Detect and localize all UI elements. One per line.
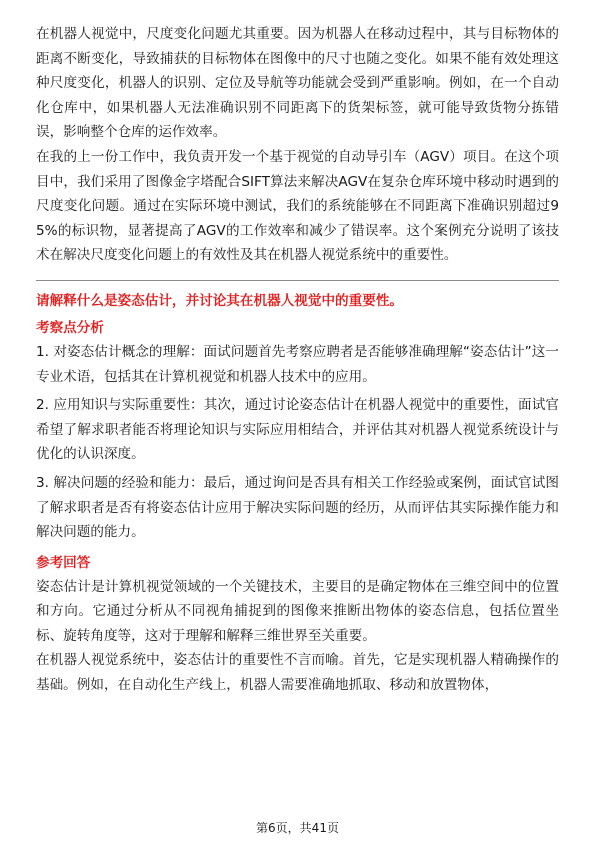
intro-paragraph-2: 在我的上一份工作中，我负责开发一个基于视觉的自动导引车（AGV）项目。在这个项目中，我们采用了图像金字塔配合SIFT算法来解决AGV在复杂仓库环境中移动时遇到的尺度变化问题。通过在实际环境中测试，我们的系统能够在不同距离下准确识别超过95%的标识物，显著提高了AGV的工作效率和减少了错误率。这个案例充分说明了该技术在解决尺度变化问题上的有效性及其在机器人视觉系统中的重要性。 (36, 148, 559, 264)
answer-paragraph-2: 在机器人视觉系统中，姿态估计的重要性不言而喻。首先，它是实现机器人精确操作的基础。例如，在自动化生产线上，机器人需要准确地抓取、移动和放置物体， (36, 652, 559, 694)
analysis-item-2: 2. 应用知识与实际重要性：其次，通过讨论姿态估计在机器人视觉中的重要性，面试官希望了解求职者能否将理论知识与实际应用相结合，并评估其对机器人视觉系统设计与优化的认识深度。 (36, 397, 559, 463)
analysis-item-3: 3. 解决问题的经验和能力：最后，通过询问是否具有相关工作经验或案例，面试官试图了解求职者是否有将姿态估计应用于解决实际问题的经历，从而评估其实际操作能力和解决问题的能力。 (36, 474, 559, 541)
analysis-item-1: 1. 对姿态估计概念的理解：面试问题首先考察应聘者是否能够准确理解“姿态估计”这一专业术语，包括其在计算机视觉和机器人技术中的应用。 (36, 343, 559, 385)
section-divider (36, 280, 559, 281)
answer-paragraph-1: 姿态估计是计算机视觉领域的一个关键技术，主要目的是确定物体在三维空间中的位置和方向。它通过分析从不同视角捕捉到的图像来推断出物体的姿态信息，包括位置坐标、旋转角度等，这对于理解和解释三维世界至关重要。 (36, 578, 559, 644)
answer-heading: 参考回答 (36, 554, 91, 571)
analysis-heading: 考察点分析 (36, 319, 104, 336)
intro-paragraph-1: 在机器人视觉中，尺度变化问题尤其重要。因为机器人在移动过程中，其与目标物体的距离不断变化，导致捕获的目标物体在图像中的尺寸也随之变化。如果不能有效处理这种尺度变化，机器人的识别、定位及导航等功能就会受到严重影响。例如，在一个自动化仓库中，如果机器人无法准确识别不同距离下的货架标签，就可能导致货物分拣错误，影响整个仓库的运作效率。 (36, 26, 559, 141)
page-number: 第6页，共41页 (256, 821, 339, 835)
question-title: 请解释什么是姿态估计，并讨论其在机器人视觉中的重要性。 (36, 292, 404, 309)
